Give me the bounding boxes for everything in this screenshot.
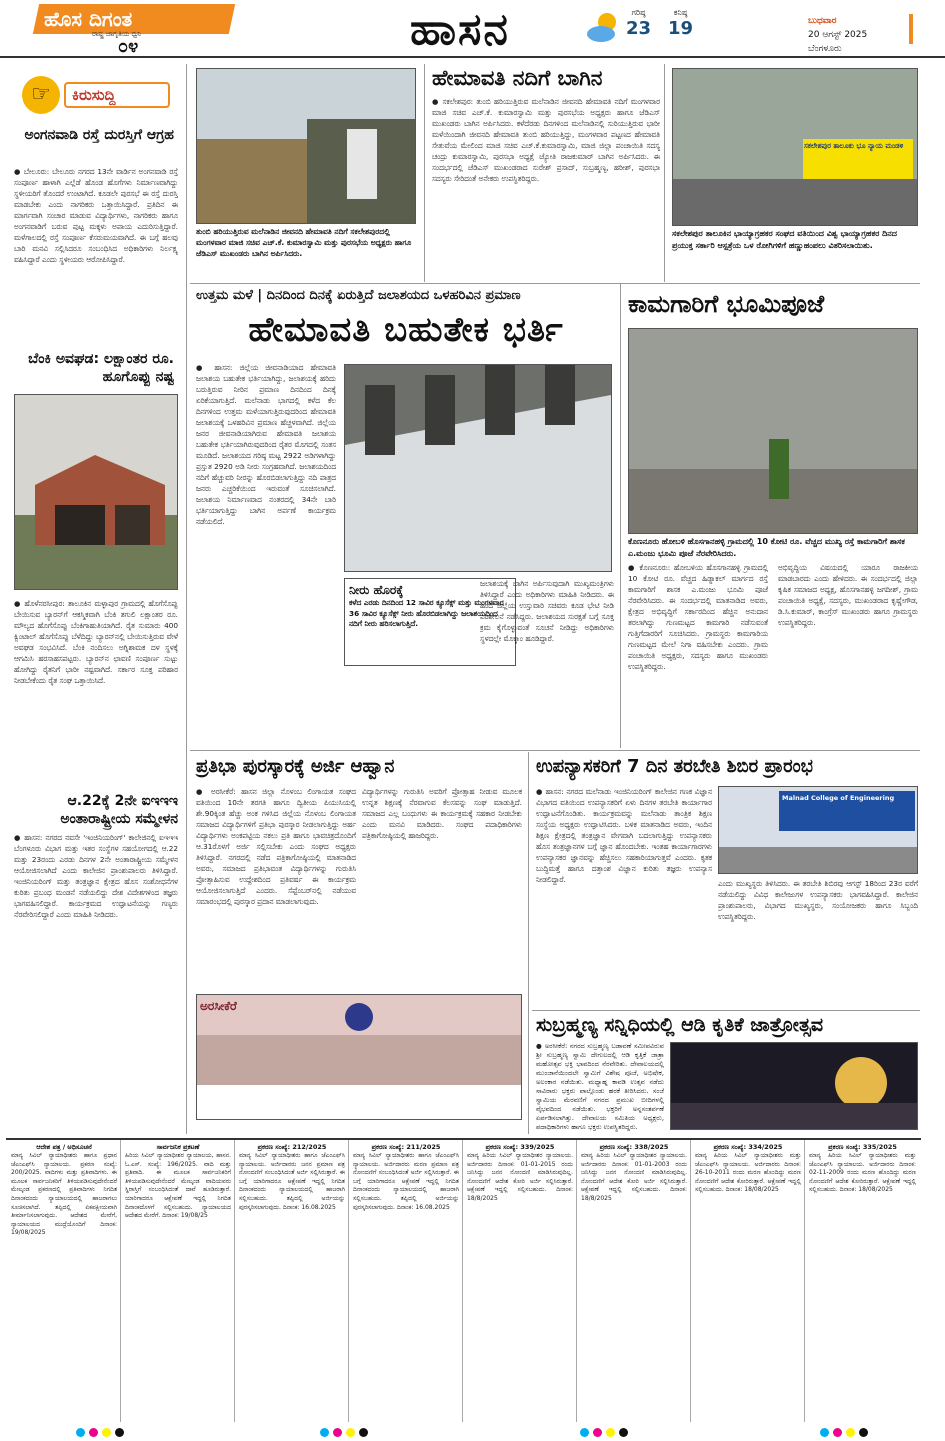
- notice-body: ಮಾನ್ಯ ಸಿವಿಲ್ ನ್ಯಾಯಾಧೀಶರು ಹಾಗೂ ಜೆಎಂಎಫ್‌ಸಿ ನ್ಯಾಯಾಲಯ. ಅರ್ಜಿದಾರರು ಮರಣ ಪ್ರಮಾಣ ಪತ್ರ ನೋಂದಣಿಗೆ ಸಂಬಂಧಿಸಿದಂತೆ ಅರ್ಜಿ ಸಲ್ಲಿಸಿರುತ್ತಾರೆ. ಈ ಬಗ್ಗೆ ಯಾರಿಗಾದರೂ ಆಕ್ಷೇಪಣೆ ಇದ್ದಲ್ಲಿ ನಿಗದಿತ ದಿನಾಂಕದಂದು ನ್ಯಾಯಾಲಯದಲ್ಲಿ ಹಾಜರಾಗಿ ಸಲ್ಲಿಸಬಹುದು. ತಪ್ಪಿದಲ್ಲಿ ಅರ್ಜಿಯನ್ನು ಪುರಸ್ಕರಿಸಲಾಗುವುದು. ದಿನಾಂಕ: 16.08.2025: [353, 1152, 459, 1211]
- notice-heading: ಪ್ರಕರಣ ಸಂಖ್ಯೆ: 335/2025: [828, 1143, 897, 1151]
- night-procession-illustration: [671, 1043, 917, 1129]
- notice-body: ಹಿರಿಯ ಸಿವಿಲ್ ನ್ಯಾಯಾಧೀಶರ ನ್ಯಾಯಾಲಯ, ಹಾಸನ. ಓ.ಎಸ್. ಸಂಖ್ಯೆ: 196/2025. ವಾದಿ ಮತ್ತು ಪ್ರತಿವಾದಿ. ಈ ಮೂಲಕ ಸಾರ್ವಜನಿಕರಿಗೆ ತಿಳಿಯಪಡಿಸುವುದೇನೆಂದರೆ ಮೇಲ್ಕಂಡ ವಾದಿಯವರು ಸ್ಥಿರಾಸ್ತಿಗೆ ಸಂಬಂಧಿಸಿದಂತೆ ದಾವೆ ಹೂಡಿರುತ್ತಾರೆ. ಯಾರಿಗಾದರೂ ಆಕ್ಷೇಪಣೆ ಇದ್ದಲ್ಲಿ ನಿಗದಿತ ದಿನಾಂಕದೊಳಗೆ ಸಲ್ಲಿಸಬಹುದು. ನ್ಯಾಯಾಲಯದ ಆದೇಶದ ಮೇರೆಗೆ. ದಿನಾಂಕ: 19/08/25: [125, 1152, 231, 1220]
- classified-notice: [578, 1140, 691, 1422]
- notice-body: ಮಾನ್ಯ ಸಿವಿಲ್ ನ್ಯಾಯಾಧೀಶರು ಹಾಗೂ ಜೆಎಂಎಫ್‌ಸಿ ನ್ಯಾಯಾಲಯ. ಅರ್ಜಿದಾರರು ಜನನ ಪ್ರಮಾಣ ಪತ್ರ ನೋಂದಣಿಗೆ ಸಂಬಂಧಿಸಿದಂತೆ ಅರ್ಜಿ ಸಲ್ಲಿಸಿರುತ್ತಾರೆ. ಈ ಬಗ್ಗೆ ಯಾರಿಗಾದರೂ ಆಕ್ಷೇಪಣೆ ಇದ್ದಲ್ಲಿ ನಿಗದಿತ ದಿನಾಂಕದಂದು ನ್ಯಾಯಾಲಯದಲ್ಲಿ ಹಾಜರಾಗಿ ಸಲ್ಲಿಸಬಹುದು. ತಪ್ಪಿದಲ್ಲಿ ಅರ್ಜಿಯನ್ನು ಪುರಸ್ಕರಿಸಲಾಗುವುದು. ದಿನಾಂಕ: 16.08.2025: [239, 1152, 345, 1211]
- press-meet-illustration: [197, 995, 521, 1119]
- hand-pointer-icon: ☞: [22, 76, 60, 114]
- classified-notice: [806, 1140, 919, 1422]
- story-body: ● ಅರಸೀಕೆರೆ: ಹಾಸನ ಜಿಲ್ಲಾ ನೊಳಂಬ ಲಿಂಗಾಯತ ಸಂಘದ ವತಿಯಿಂದ 10ನೇ ತರಗತಿ ಹಾಗೂ ದ್ವಿತೀಯ ಪಿಯುಸಿಯಲ್ಲಿ ಶೇ.90ಕ್ಕಿಂತ ಹೆಚ್ಚು ಅಂಕ ಗಳಿಸಿದ ಜಿಲ್ಲೆಯ ನೊಳಂಬ ಲಿಂಗಾಯತ ಸಮಾಜದ ವಿದ್ಯಾರ್ಥಿಗಳಿಗೆ ಪ್ರತಿಭಾ ಪುರಸ್ಕಾರ ನೀಡಲಾಗುತ್ತಿದ್ದು ಅರ್ಹ ವಿದ್ಯಾರ್ಥಿಗಳು ಅಂಕಪಟ್ಟಿಯ ನಕಲು ಪ್ರತಿ ಹಾಗೂ ಭಾವಚಿತ್ರದೊಂದಿಗೆ ಆ.31ರೊಳಗೆ ಅರ್ಜಿ ಸಲ್ಲಿಸಬೇಕು ಎಂದು ಸಂಘದ ಅಧ್ಯಕ್ಷರು ತಿಳಿಸಿದ್ದಾರೆ. ನಗರದಲ್ಲಿ ನಡೆದ ಪತ್ರಿಕಾಗೋಷ್ಠಿಯಲ್ಲಿ ಮಾತನಾಡಿದ ಅವರು, ಸಮಾಜದ ಪ್ರತಿಭಾವಂತ ವಿದ್ಯಾರ್ಥಿಗಳನ್ನು ಗುರುತಿಸಿ ಪ್ರೋತ್ಸಾಹಿಸುವ ಉದ್ದೇಶದಿಂದ ಪ್ರತಿವರ್ಷ ಈ ಕಾರ್ಯಕ್ರಮ ಆಯೋಜಿಸಲಾಗುತ್ತಿದೆ ಎಂದರು. ಸೆಪ್ಟೆಂಬರ್‌ನಲ್ಲಿ ನಡೆಯುವ ಸಮಾರಂಭದಲ್ಲಿ ಪುರಸ್ಕಾರ ಪ್ರದಾನ ಮಾಡಲಾಗುವುದು.: [196, 787, 356, 906]
- photo-banner-text: ಅರಸೀಕೆರೆ: [200, 999, 237, 1013]
- classified-notice: [464, 1140, 577, 1422]
- registration-marks: [320, 1428, 380, 1438]
- pratibha-photo: [196, 994, 522, 1120]
- edition-city: ಹಾಸನ: [410, 4, 510, 55]
- story-body: ● ಅರಸೀಕೆರೆ: ನಗರದ ಸುಬ್ರಹ್ಮಣ್ಯ ಬಡಾವಣೆ ಸಮೀಪವಿರುವ ಶ್ರೀ ಸುಬ್ರಹ್ಮಣ್ಯ ಸ್ವಾಮಿ ದೇಗುಲದಲ್ಲಿ ಆಡಿ ಕೃತ್ತಿಕೆ ಜಾತ್ರಾ ಮಹೋತ್ಸವ ಭಕ್ತಿ ಭಾವದಿಂದ ನೆರವೇರಿತು. ದೇವಾಲಯದಲ್ಲಿ ಮುಂಜಾನೆಯಿಂದಲೇ ಸ್ವಾಮಿಗೆ ವಿಶೇಷ ಪೂಜೆ, ಅಭಿಷೇಕ, ಅಲಂಕಾರ ನಡೆಯಿತು. ಮಧ್ಯಾಹ್ನ ಕಾವಡಿ ಉತ್ಸವ ನಡೆದು ಸಾವಿರಾರು ಭಕ್ತರು ಪಾಲ್ಗೊಂಡು ಹರಕೆ ತೀರಿಸಿದರು. ಸಂಜೆ ಸ್ವಾಮಿಯ ಮೆರವಣಿಗೆ ನಗರದ ಪ್ರಮುಖ ಬೀದಿಗಳಲ್ಲಿ ವೈಭವದಿಂದ ನಡೆಯಿತು. ಭಕ್ತರಿಗೆ ಅನ್ನಸಂತರ್ಪಣೆ ಏರ್ಪಡಿಸಲಾಗಿತ್ತು. ದೇವಾಲಯ ಸಮಿತಿಯ ಅಧ್ಯಕ್ಷರು, ಪದಾಧಿಕಾರಿಗಳು ಹಾಗೂ ಭಕ್ತರು ಉಪಸ್ಥಿತರಿದ್ದರು.: [536, 1042, 664, 1131]
- classified-notice: [236, 1140, 349, 1422]
- info-box-text: ಕಳೆದ ಎರಡು ದಿನದಿಂದ 12 ಸಾವಿರ ಕ್ಯೂಸೆಕ್ಸ್ ಮತ್ತು ಮಂಗಳವಾರ 36 ಸಾವಿರ ಕ್ಯೂಸೆಕ್ಸ್ ನೀರು ಹೊರಬಿಡಲಾಗಿದ್ದು ಜಲಾಶಯದಿಂದ ನದಿಗೆ ನೀರು ಹರಿಸಲಾಗುತ್ತಿದೆ.: [349, 598, 504, 628]
- festival-photo: [670, 1042, 918, 1130]
- notice-body: ಮಾನ್ಯ ಸಿವಿಲ್ ನ್ಯಾಯಾಧೀಶರು ಹಾಗೂ ಪ್ರಧಾನ ಜೆಎಂಎಫ್‌ಸಿ ನ್ಯಾಯಾಲಯ. ಪ್ರಕರಣ ಸಂಖ್ಯೆ: 200/2025. ವಾದಿಗಳು ಮತ್ತು ಪ್ರತಿವಾದಿಗಳು. ಈ ಮೂಲಕ ಸಾರ್ವಜನಿಕರಿಗೆ ತಿಳಿಯಪಡಿಸುವುದೇನೆಂದರೆ ಮೇಲ್ಕಂಡ ಪ್ರಕರಣದಲ್ಲಿ ಪ್ರತಿವಾದಿಗಳು ನಿಗದಿತ ದಿನಾಂಕದಂದು ನ್ಯಾಯಾಲಯದಲ್ಲಿ ಹಾಜರಾಗಲು ಸೂಚಿಸಲಾಗಿದೆ. ತಪ್ಪಿದಲ್ಲಿ ಏಕಪಕ್ಷೀಯವಾಗಿ ತೀರ್ಮಾನಿಸಲಾಗುವುದು. ಆದೇಶದ ಮೇರೆಗೆ, ನ್ಯಾಯಾಲಯದ ಮುದ್ರೆಯೊಂದಿಗೆ ದಿನಾಂಕ: 19/08/2025: [11, 1152, 117, 1237]
- dateline-day: ಬುಧವಾರ: [808, 16, 837, 26]
- story-body: ● ಹಾಸನ: ಜಿಲ್ಲೆಯ ಜೀವನಾಡಿಯಾದ ಹೇಮಾವತಿ ಜಲಾಶಯ ಬಹುತೇಕ ಭರ್ತಿಯಾಗಿದ್ದು, ಜಲಾಶಯಕ್ಕೆ ಹರಿದು ಬರುತ್ತಿರುವ ನೀರಿನ ಪ್ರಮಾಣ ದಿನದಿಂದ ದಿನಕ್ಕೆ ಏರಿಕೆಯಾಗುತ್ತಿದೆ. ಮಲೆನಾಡು ಭಾಗದಲ್ಲಿ ಕಳೆದ ಕೆಲ ದಿನಗಳಿಂದ ಉತ್ತಮ ಮಳೆಯಾಗುತ್ತಿರುವುದರಿಂದ ಹೇಮಾವತಿ ಜಲಾಶಯಕ್ಕೆ ಒಳಹರಿವಿನ ಪ್ರಮಾಣ ಹೆಚ್ಚಳವಾಗಿದೆ. ಜಿಲ್ಲೆಯ ಜನರ ಜೀವನಾಡಿಯಾಗಿರುವ ಹೇಮಾವತಿ ಜಲಾಶಯ ಬಹುತೇಕ ಭರ್ತಿಯಾಗಿರುವುದರಿಂದ ರೈತರ ಮೊಗದಲ್ಲಿ ಸಂತಸ ಮೂಡಿದೆ. ಜಲಾಶಯದ ಗರಿಷ್ಠ ಮಟ್ಟ 2922 ಅಡಿಗಳಾಗಿದ್ದು ಪ್ರಸ್ತುತ 2920 ಅಡಿ ನೀರು ಸಂಗ್ರಹವಾಗಿದೆ. ಜಲಾಶಯದಿಂದ ನದಿಗೆ ಹೆಚ್ಚುವರಿ ನೀರನ್ನು ಹೊರಬಿಡಲಾಗುತ್ತಿದ್ದು ನದಿ ಪಾತ್ರದ ಜನರು ಎಚ್ಚರಿಕೆಯಿಂದ ಇರುವಂತೆ ಸೂಚಿಸಲಾಗಿದೆ. ಜಲಾಶಯ ನಿರ್ಮಾಣವಾದ ನಂತರದಲ್ಲಿ 34ನೇ ಬಾರಿ ಭರ್ತಿಯಾಗುತ್ತಿದ್ದು ಬಾಗಿನ ಅರ್ಪಣೆ ಕಾರ್ಯಕ್ರಮ ನಡೆಯಲಿದೆ.: [196, 363, 336, 526]
- logo-tagline: ರಾಷ್ಟ್ರ ಜಾಗೃತಿಯ ಧ್ವನಿ: [92, 30, 142, 38]
- weather-max: ಗರಿಷ್ಠ 23: [626, 8, 652, 39]
- classified-notice: [122, 1140, 235, 1422]
- story-body: ● ಹಾಸನ: ನಗರದ ಮಲೆನಾಡು ಇಂಜಿನಿಯರಿಂಗ್ ಕಾಲೇಜಿನ ಗಣಕ ವಿಜ್ಞಾನ ವಿಭಾಗದ ವತಿಯಿಂದ ಉಪನ್ಯಾಸಕರಿಗೆ ಏಳು ದಿನಗಳ ತರಬೇತಿ ಕಾರ್ಯಾಗಾರ ಉದ್ಘಾಟನೆಗೊಂಡಿತು. ಕಾರ್ಯಕ್ರಮವನ್ನು ಮಲೆನಾಡು ತಾಂತ್ರಿಕ ಶಿಕ್ಷಣ ಸಂಸ್ಥೆಯ ಅಧ್ಯಕ್ಷರು ಉದ್ಘಾಟಿಸಿದರು. ಬಳಿಕ ಮಾತನಾಡಿದ ಅವರು, ಇಂದಿನ ಶಿಕ್ಷಣ ಕ್ಷೇತ್ರದಲ್ಲಿ ತಂತ್ರಜ್ಞಾನ ವೇಗವಾಗಿ ಬದಲಾಗುತ್ತಿದ್ದು ಉಪನ್ಯಾಸಕರು ಹೊಸ ತಂತ್ರಜ್ಞಾನಗಳ ಬಗ್ಗೆ ಜ್ಞಾನ ಹೊಂದಬೇಕು. ಇಂತಹ ಕಾರ್ಯಾಗಾರಗಳು ಉಪನ್ಯಾಸಕರ ಜ್ಞಾನವನ್ನು ಹೆಚ್ಚಿಸಲು ಸಹಕಾರಿಯಾಗುತ್ತವೆ ಎಂದರು. ಕೃತಕ ಬುದ್ಧಿಮತ್ತೆ ಹಾಗೂ ದತ್ತಾಂಶ ವಿಜ್ಞಾನ ಕುರಿತು ತಜ್ಞರು ಉಪನ್ಯಾಸ ನೀಡಲಿದ್ದಾರೆ.: [536, 787, 712, 884]
- photo-caption: ತುಂಬಿ ಹರಿಯುತ್ತಿರುವ ಮಲೆನಾಡಿನ ಜೀವನದಿ ಹೇಮಾವತಿ ನದಿಗೆ ಸಕಲೇಶಪುರದಲ್ಲಿ ಮಂಗಳವಾರ ಮಾಜಿ ಸಚಿವ ಎಚ್.ಕೆ. ಕುಮಾರಸ್ವಾಮಿ ಮತ್ತು ಪುರಸಭೆಯ ಅಧ್ಯಕ್ಷರು ಹಾಗೂ ಜೆಡಿಎಸ್ ಮುಖಂಡರು ಬಾಗಿನ ಅರ್ಪಿಸಿದರು.: [196, 227, 412, 258]
- masthead-accent: [909, 14, 913, 44]
- story-body: ● ಕೊಣನೂರು: ಹೋಬಳಿಯ ಹೊಸಗಾನಹಳ್ಳಿ ಗ್ರಾಮದಲ್ಲಿ 10 ಕೋಟಿ ರೂ. ವೆಚ್ಚದ ಹಿಡ್ನಾಕಲ್ ಮಾರ್ಗದ ರಸ್ತೆ ಕಾಮಗಾರಿಗೆ ಶಾಸಕ ಎ.ಮಂಜು ಭೂಮಿ ಪೂಜೆ ನೆರವೇರಿಸಿದರು. ಈ ಸಂದರ್ಭದಲ್ಲಿ ಮಾತನಾಡಿದ ಅವರು, ಕ್ಷೇತ್ರದ ಅಭಿವೃದ್ಧಿಗೆ ಸರ್ಕಾರದಿಂದ ಹೆಚ್ಚಿನ ಅನುದಾನ ತರಲಾಗಿದ್ದು ಗುಣಮಟ್ಟದ ಕಾಮಗಾರಿ ನಡೆಸುವಂತೆ ಗುತ್ತಿಗೆದಾರರಿಗೆ ಸೂಚಿಸಿದರು. ಗ್ರಾಮಸ್ಥರು ಕಾಮಗಾರಿಯ ಗುಣಮಟ್ಟದ ಮೇಲೆ ನಿಗಾ ವಹಿಸಬೇಕು ಎಂದರು. ಗ್ರಾಮ ಪಂಚಾಯಿತಿ ಅಧ್ಯಕ್ಷರು, ಸದಸ್ಯರು ಹಾಗೂ ಮುಖಂಡರು ಉಪಸ್ಥಿತರಿದ್ದರು.: [628, 563, 768, 671]
- info-box-title: ನೀರು ಹೊರಕ್ಕೆ: [349, 583, 404, 597]
- column-divider: [528, 752, 529, 1134]
- story-body: ಅಭಿವೃದ್ಧಿಯ ವಿಷಯದಲ್ಲಿ ಯಾರೂ ರಾಜಕೀಯ ಮಾಡಬಾರದು ಎಂದು ಹೇಳಿದರು. ಈ ಸಂದರ್ಭದಲ್ಲಿ ಜಿಲ್ಲಾ ಕೃಷಿಕ ಸಮಾಜದ ಅಧ್ಯಕ್ಷ, ಹೊಸಗಾನಹಳ್ಳಿ ಜಗದೀಶ್, ಗ್ರಾಮ ಪಂಚಾಯಿತಿ ಅಧ್ಯಕ್ಷೆ, ಸದಸ್ಯರು, ಮುಖಂಡರಾದ ಕೃಷ್ಣೇಗೌಡ, ಡಿ.ಸಿ.ಕುಮಾರ್, ಕಾಂಗ್ರೆಸ್ ಮುಖಂಡರು ಹಾಗೂ ಗ್ರಾಮಸ್ಥರು ಉಪಸ್ಥಿತರಿದ್ದರು.: [778, 563, 918, 627]
- page-number: ೦೪: [118, 36, 139, 57]
- column-divider: [620, 284, 621, 748]
- story-body: ಜಲಾಶಯಕ್ಕೆ ಬಾಗಿನ ಅರ್ಪಿಸುವುದಾಗಿ ಮುಖ್ಯಮಂತ್ರಿಗಳು ತಿಳಿಸಿದ್ದಾರೆ ಎಂದು ಅಧಿಕಾರಿಗಳು ಮಾಹಿತಿ ನೀಡಿದರು. ಈ ಹಿಂದೆ ಜಿಲ್ಲೆಯ ಉಸ್ತುವಾರಿ ಸಚಿವರು ಕೂಡ ಭೇಟಿ ನೀಡಿ ಪರಿಶೀಲನೆ ನಡೆಸಿದ್ದರು. ಜಲಾಶಯದ ಸುರಕ್ಷತೆ ಬಗ್ಗೆ ಸೂಕ್ತ ಕ್ರಮ ಕೈಗೊಳ್ಳುವಂತೆ ಸೂಚನೆ ನೀಡಿದ್ದು ಅಧಿಕಾರಿಗಳು ಸ್ಥಳದಲ್ಲೇ ಮೊಕ್ಕಾಂ ಹೂಡಿದ್ದಾರೆ.: [480, 579, 614, 643]
- story-title: ಸುಬ್ರಹ್ಮಣ್ಯ ಸನ್ನಿಧಿಯಲ್ಲಿ ಆಡಿ ಕೃತಿಕೆ ಜಾತ್ರೋತ್ಸವ: [536, 1014, 824, 1036]
- story-body: ● ಬೇಲೂರು: ಬೇಲೂರು ನಗರದ 13ನೇ ವಾರ್ಡಿನ ಅಂಗನವಾಡಿ ರಸ್ತೆ ಸಂಪೂರ್ಣ ಹಾಳಾಗಿ ಎಲ್ಲೆಡೆ ಹೊಂಡ ಹೊಗೆಗಳು ನಿರ್ಮಾಣವಾಗಿದ್ದು ಸ್ಥಳೀಯರಿಗೆ ತೊಂದರೆ ಉಂಟಾಗಿದೆ. ಕೂಡಲೇ ಪುರಸಭೆ ಈ ರಸ್ತೆ ದುರಸ್ತಿ ಮಾಡಬೇಕು ಎಂದು ನಾಗರಿಕರು ಒತ್ತಾಯಿಸಿದ್ದಾರೆ. ಪ್ರತಿದಿನ ಈ ಮಾರ್ಗವಾಗಿ ಸಂಚಾರ ಮಾಡುವ ವಿದ್ಯಾರ್ಥಿಗಳು, ನಾಗರಿಕರು ಹಾಗೂ ಅಂಗನವಾಡಿಗೆ ಬರುವ ಪುಟ್ಟ ಮಕ್ಕಳು ಅಪಾಯ ಎದುರಿಸುತ್ತಿದ್ದಾರೆ. ಮಳೆಗಾಲದಲ್ಲಿ ರಸ್ತೆ ಸಂಪೂರ್ಣ ಕೆಸರುಮಯವಾಗಿದೆ. ಈ ಬಗ್ಗೆ ಹಲವು ಬಾರಿ ಮನವಿ ಸಲ್ಲಿಸಿದರೂ ಸಂಬಂಧಿಸಿದ ಅಧಿಕಾರಿಗಳು ನಿರ್ಲಕ್ಷ್ಯ ವಹಿಸಿದ್ದಾರೆ ಎಂದು ಸ್ಥಳೀಯರು ಆರೋಪಿಸಿದ್ದಾರೆ.: [14, 167, 178, 264]
- dateline-date: 20 ಆಗಸ್ಟ್ 2025: [808, 30, 868, 40]
- story-title: ಆ.22ಕ್ಕೆ 2ನೇ ಐಇಇಇ ಅಂತಾರಾಷ್ಟ್ರೀಯ ಸಮ್ಮೇಳನ: [60, 793, 178, 827]
- fire-photo: [14, 394, 178, 590]
- story-body: ● ಹೊಳೆನರಸೀಪುರ: ತಾಲೂಕಿನ ಮಳ್ಳಾಪುರ ಗ್ರಾಮದಲ್ಲಿ ಹೊಗೆಸೊಪ್ಪು ಬೇಯಿಸುವ ಬ್ಯಾರನ್‌ಗೆ ಆಕಸ್ಮಿಕವಾಗಿ ಬೆಂಕಿ ತಗುಲಿ ಲಕ್ಷಾಂತರ ರೂ. ಮೌಲ್ಯದ ಹೊಗೆಸೊಪ್ಪು ಬೆಂಕಿಗಾಹುತಿಯಾಗಿದೆ. ರೈತ ಸುಮಾರು 400 ಕ್ವಿಂಟಾಲ್ ಹೊಗೆಸೊಪ್ಪು ಬೆಳೆದಿದ್ದು ಬ್ಯಾರನ್‌ನಲ್ಲಿ ಬೇಯಿಸುತ್ತಿರುವ ವೇಳೆ ಅವಘಡ ಸಂಭವಿಸಿದೆ. ಬೆಂಕಿ ನಂದಿಸಲು ಅಗ್ನಿಶಾಮಕ ದಳ ಸ್ಥಳಕ್ಕೆ ಆಗಮಿಸಿ ಹರಸಾಹಸಪಟ್ಟರು. ಬ್ಯಾರನ್‌ನ ಛಾವಣಿ ಸಂಪೂರ್ಣ ಸುಟ್ಟು ಹೋಗಿದ್ದು ರೈತನಿಗೆ ಭಾರೀ ನಷ್ಟವಾಗಿದೆ. ಸರ್ಕಾರ ಸೂಕ್ತ ಪರಿಹಾರ ನೀಡಬೇಕೆಂದು ರೈತ ಸಂಘ ಒತ್ತಾಯಿಸಿದೆ.: [14, 599, 178, 685]
- newspaper-logo: ಹೊಸ ದಿಗಂತ: [33, 4, 235, 34]
- column-divider: [424, 64, 425, 282]
- dateline: [808, 14, 867, 56]
- dateline-place: ಬೆಂಗಳೂರು: [808, 44, 842, 54]
- notice-heading: ಪ್ರಕರಣ ಸಂಖ್ಯೆ: 212/2025: [257, 1143, 327, 1151]
- weather-min: ಕನಿಷ್ಠ 19: [668, 8, 694, 39]
- classified-notice: [692, 1140, 805, 1422]
- story-body: ● ಸಕಲೇಶಪುರ: ತುಂಬಿ ಹರಿಯುತ್ತಿರುವ ಮಲೆನಾಡಿನ ಜೀವನದಿ ಹೇಮಾವತಿ ನದಿಗೆ ಮಂಗಳವಾರ ಮಾಜಿ ಸಚಿವ ಎಚ್.ಕೆ. ಕುಮಾರಸ್ವಾಮಿ ಮತ್ತು ಪುರಸಭೆಯ ಅಧ್ಯಕ್ಷರು ಹಾಗೂ ಜೆಡಿಎಸ್ ಮುಖಂಡರು ಬಾಗಿನ ಅರ್ಪಿಸಿದರು. ಕಳೆದೆರಡು ದಿನಗಳಿಂದ ಮಲೆನಾಡಿನಲ್ಲಿ ಸುರಿಯುತ್ತಿರುವ ಭಾರೀ ಮಳೆಯಿಂದಾಗಿ ಜೀವನದಿ ಹೇಮಾವತಿ ತುಂಬಿ ಹರಿಯುತ್ತಿದ್ದು, ಮಂಗಳವಾರ ಪಟ್ಟಣದ ಹೇಮಾವತಿ ಸೇತುವೆಯ ಮೇಲಿಂದ ಮಾಜಿ ಸಚಿವ ಎಚ್.ಕೆ.ಕುಮಾರಸ್ವಾಮಿ, ಮಾಜಿ ಜಿಲ್ಲಾ ಪಂಚಾಯಿತಿ ಸದಸ್ಯ ಚಂದ್ರು ಕುಮಾರಸ್ವಾಮಿ, ಪುರಸಭಾ ಅಧ್ಯಕ್ಷೆ ಜ್ಯೋತಿ ರಾಜಕುಮಾರ್ ಬಾಗಿನ ಅರ್ಪಿಸಿದರು. ಈ ಸಂದರ್ಭದಲ್ಲಿ ಜೆಡಿಎಸ್ ಮುಖಂಡರಾದ ಸುರೇಶ್ ಪ್ರಸಾದ್, ಸುಬ್ರಹ್ಮಣ್ಯ, ಹರೀಶ್, ಪುರಸಭಾ ಸದಸ್ಯರು ಸೇರಿದಂತೆ ಅನೇಕರು ಉಪಸ್ಥಿತರಿದ್ದರು.: [432, 97, 660, 183]
- photo-caption: ಕೊಣನೂರು ಹೋಬಳಿ ಹೊಸಗಾನಹಳ್ಳಿ ಗ್ರಾಮದಲ್ಲಿ 10 ಕೋಟಿ ರೂ. ವೆಚ್ಚದ ಮುಖ್ಯ ರಸ್ತೆ ಕಾಮಗಾರಿಗೆ ಶಾಸಕ ಎ.ಮಂಜು ಭೂಮಿ ಪೂಜೆ ನೆರವೇರಿಸಿದರು.: [628, 537, 905, 558]
- notice-body: ಮಾನ್ಯ ಹಿರಿಯ ಸಿವಿಲ್ ನ್ಯಾಯಾಧೀಶರು ಮತ್ತು ಜೆಎಂಎಫ್‌ಸಿ ನ್ಯಾಯಾಲಯ. ಅರ್ಜಿದಾರರು ದಿನಾಂಕ: 26-10-2011 ರಂದು ಮರಣ ಹೊಂದಿದ್ದು ಮರಣ ನೋಂದಣಿಗೆ ಆದೇಶ ಕೋರಿರುತ್ತಾರೆ. ಆಕ್ಷೇಪಣೆ ಇದ್ದಲ್ಲಿ ಸಲ್ಲಿಸಬಹುದು. ದಿನಾಂಕ: 18/08/2025: [695, 1152, 801, 1194]
- notice-heading: ಪ್ರಕರಣ ಸಂಖ್ಯೆ: 211/2025: [371, 1143, 441, 1151]
- column-divider: [664, 64, 665, 282]
- story-title: ಉಪನ್ಯಾಸಕರಿಗೆ 7 ದಿನ ತರಬೇತಿ ಶಿಬಿರ ಪ್ರಾರಂಭ: [536, 756, 813, 777]
- story-title: ಹೇಮಾವತಿ ಬಹುತೇಕ ಭರ್ತಿ: [248, 310, 564, 350]
- bagina-photo: [196, 68, 416, 224]
- section-divider: [532, 1010, 920, 1011]
- dam-spillway-illustration: [345, 365, 611, 571]
- story-title: ಬೆಂಕಿ ಅವಘಡ: ಲಕ್ಷಾಂತರ ರೂ. ಹೂಗೊಪ್ಪು ನಷ್ಟ: [28, 351, 174, 385]
- classified-notice: [350, 1140, 463, 1422]
- weather-cloud-sun-icon: [585, 8, 623, 46]
- story-kicker: ಉತ್ತಮ ಮಳೆ | ದಿನದಿಂದ ದಿನಕ್ಕೆ ಏರುತ್ತಿದೆ ಜಲಾಶಯದ ಒಳಹರಿವಿನ ಪ್ರಮಾಣ: [196, 288, 521, 303]
- notice-heading: ಪ್ರಕರಣ ಸಂಖ್ಯೆ: 334/2025: [713, 1143, 783, 1151]
- section-divider: [190, 283, 920, 284]
- story-title: ಅಂಗನವಾಡಿ ರಸ್ತೆ ದುರಸ್ತಿಗೆ ಆಗ್ರಹ: [24, 127, 174, 143]
- notice-heading: ಸಾರ್ವಜನಿಕ ಪ್ರಕಟಣೆ: [156, 1143, 200, 1151]
- notice-heading: ಪ್ರಕರಣ ಸಂಖ್ಯೆ: 339/2025: [485, 1143, 555, 1151]
- photo-banner-text: ಸಕಲೇಶಪುರ ತಾಲೂಕು ಭೂ ನ್ಯಾಯ ಮಂಡಳಿ: [804, 142, 904, 150]
- photo-caption: ಸಕಲೇಶಪುರ ತಾಲೂಕಿನ ಭಾಯ್ಯಾಗ್ರಹಕರ ಸಂಘದ ವತಿಯಿಂದ ವಿಶ್ವ ಭಾಯ್ಯಾಗ್ರಹಕರ ದಿನದ ಪ್ರಯುಕ್ತ ಸರ್ಕಾರಿ ಆಸ್ಪತ್ರೆಯ ಒಳ ರೋಗಿಗಳಿಗೆ ಹಣ್ಣುಹಂಪಲು ವಿತರಿಸಲಾಯಿತು.: [672, 229, 897, 250]
- story-title: ಹೇಮಾವತಿ ನದಿಗೆ ಬಾಗಿನ: [432, 66, 603, 90]
- story-body: ವಿದ್ಯಾರ್ಥಿಗಳನ್ನು ಗುರುತಿಸಿ ಅವರಿಗೆ ಪ್ರೋತ್ಸಾಹ ನೀಡುವ ಮೂಲಕ ಉನ್ನತ ಶಿಕ್ಷಣಕ್ಕೆ ನೆರವಾಗುವ ಕೆಲಸವನ್ನು ಸಂಘ ಮಾಡುತ್ತಿದೆ. ಸಮಾಜದ ಎಲ್ಲ ಬಂಧುಗಳು ಈ ಕಾರ್ಯಕ್ರಮಕ್ಕೆ ಸಹಕಾರ ನೀಡಬೇಕು ಎಂದು ಮನವಿ ಮಾಡಿದರು. ಸಂಘದ ಪದಾಧಿಕಾರಿಗಳು ಪತ್ರಿಕಾಗೋಷ್ಠಿಯಲ್ಲಿ ಹಾಜರಿದ್ದರು.: [362, 787, 522, 840]
- story-title: ಪ್ರತಿಭಾ ಪುರಸ್ಕಾರಕ್ಕೆ ಅರ್ಜಿ ಆಹ್ವಾನ: [196, 756, 395, 777]
- river-crowd-illustration: [197, 69, 415, 223]
- notice-heading: ಆದೇಶ ಪತ್ರ / ಅಧಿಸೂಚನೆ: [36, 1143, 92, 1151]
- dam-photo: [344, 364, 612, 572]
- section-divider: [190, 750, 920, 751]
- registration-marks: [580, 1428, 640, 1438]
- column-divider: [186, 64, 187, 1134]
- kirusuddi-label: ಕಿರುಸುದ್ದಿ: [64, 82, 170, 108]
- photo-banner-text: Malnad College of Engineering: [782, 794, 895, 802]
- bhoomipooje-photo: [628, 328, 918, 534]
- notice-heading: ಪ್ರಕರಣ ಸಂಖ್ಯೆ: 338/2025: [599, 1143, 669, 1151]
- registration-marks: [820, 1428, 880, 1438]
- story-body: ಎಂದು ಮುಖ್ಯಸ್ಥರು ತಿಳಿಸಿದರು. ಈ ತರಬೇತಿ ಶಿಬಿರವು ಆಗಸ್ಟ್ 18ರಿಂದ 23ರ ವರೆಗೆ ನಡೆಯಲಿದ್ದು ವಿವಿಧ ಕಾಲೇಜುಗಳ ಉಪನ್ಯಾಸಕರು ಭಾಗವಹಿಸಿದ್ದಾರೆ. ಕಾಲೇಜಿನ ಪ್ರಾಂಶುಪಾಲರು, ವಿಭಾಗದ ಮುಖ್ಯಸ್ಥರು, ಸಂಯೋಜಕರು ಹಾಗೂ ಸಿಬ್ಬಂದಿ ಉಪಸ್ಥಿತರಿದ್ದರು.: [718, 879, 918, 921]
- burnt-shed-illustration: [15, 395, 177, 589]
- story-title: ಕಾಮಗಾರಿಗೆ ಭೂಮಿಪೂಜೆ: [628, 290, 825, 318]
- notice-body: ಮಾನ್ಯ ಹಿರಿಯ ಸಿವಿಲ್ ನ್ಯಾಯಾಧೀಶರ ನ್ಯಾಯಾಲಯ. ಅರ್ಜಿದಾರರು ದಿನಾಂಕ: 01-01-2003 ರಂದು ಜನಿಸಿದ್ದು ಜನನ ನೋಂದಣಿ ಮಾಡಿಸಿರುವುದಿಲ್ಲ. ನೋಂದಣಿಗೆ ಆದೇಶ ಕೋರಿ ಅರ್ಜಿ ಸಲ್ಲಿಸಿರುತ್ತಾರೆ. ಆಕ್ಷೇಪಣೆ ಇದ್ದಲ್ಲಿ ಸಲ್ಲಿಸಬಹುದು. ದಿನಾಂಕ: 18/8/2025: [581, 1152, 687, 1202]
- ceremony-illustration: [629, 329, 917, 533]
- story-body: ● ಹಾಸನ: ನಗರದ ನವಸೇ 'ಇಂಜಿನಿಯರಿಂಗ್' ಕಾಲೇಜಿನಲ್ಲಿ ಐಇಇಇ ಬೆಂಗಳೂರು ವಿಭಾಗ ಮತ್ತು ಇತರ ಸಂಸ್ಥೆಗಳ ಸಹಯೋಗದಲ್ಲಿ ಆ.22 ಮತ್ತು 23ರಂದು ಎರಡು ದಿನಗಳ 2ನೇ ಅಂತಾರಾಷ್ಟ್ರೀಯ ಸಮ್ಮೇಳನ ಆಯೋಜಿಸಲಾಗಿದೆ ಎಂದು ಕಾಲೇಜಿನ ಪ್ರಾಂಶುಪಾಲರು ತಿಳಿಸಿದ್ದಾರೆ. ಇಂಜಿನಿಯರಿಂಗ್ ಮತ್ತು ತಂತ್ರಜ್ಞಾನ ಕ್ಷೇತ್ರದ ಹೊಸ ಸಂಶೋಧನೆಗಳ ಕುರಿತು ಪ್ರಬಂಧ ಮಂಡನೆ ನಡೆಯಲಿದ್ದು ದೇಶ ವಿದೇಶಗಳಿಂದ ತಜ್ಞರು ಭಾಗವಹಿಸಲಿದ್ದಾರೆ. ಕಾರ್ಯಕ್ರಮದ ಉದ್ಘಾಟನೆಯನ್ನು ಗಣ್ಯರು ನೆರವೇರಿಸಲಿದ್ದಾರೆ ಎಂದು ಮಾಹಿತಿ ನೀಡಿದರು.: [14, 833, 178, 919]
- registration-marks: [76, 1428, 136, 1438]
- notice-body: ಮಾನ್ಯ ಹಿರಿಯ ಸಿವಿಲ್ ನ್ಯಾಯಾಧೀಶರ ನ್ಯಾಯಾಲಯ. ಅರ್ಜಿದಾರರು ದಿನಾಂಕ: 01-01-2015 ರಂದು ಜನಿಸಿದ್ದು ಜನನ ನೋಂದಣಿ ಮಾಡಿಸಿರುವುದಿಲ್ಲ. ನೋಂದಣಿಗೆ ಆದೇಶ ಕೋರಿ ಅರ್ಜಿ ಸಲ್ಲಿಸಿರುತ್ತಾರೆ. ಆಕ್ಷೇಪಣೆ ಇದ್ದಲ್ಲಿ ಸಲ್ಲಿಸಬಹುದು. ದಿನಾಂಕ: 18/8/2025: [467, 1152, 573, 1202]
- classified-notice: [8, 1140, 121, 1422]
- notice-body: ಮಾನ್ಯ ಹಿರಿಯ ಸಿವಿಲ್ ನ್ಯಾಯಾಧೀಶರು ಮತ್ತು ಜೆಎಂಎಫ್‌ಸಿ ನ್ಯಾಯಾಲಯ. ಅರ್ಜಿದಾರರು ದಿನಾಂಕ: 02-11-2009 ರಂದು ಮರಣ ಹೊಂದಿದ್ದು ಮರಣ ನೋಂದಣಿಗೆ ಆದೇಶ ಕೋರಿರುತ್ತಾರೆ. ಆಕ್ಷೇಪಣೆ ಇದ್ದಲ್ಲಿ ಸಲ್ಲಿಸಬಹುದು. ದಿನಾಂಕ: 18/08/2025: [809, 1152, 916, 1194]
